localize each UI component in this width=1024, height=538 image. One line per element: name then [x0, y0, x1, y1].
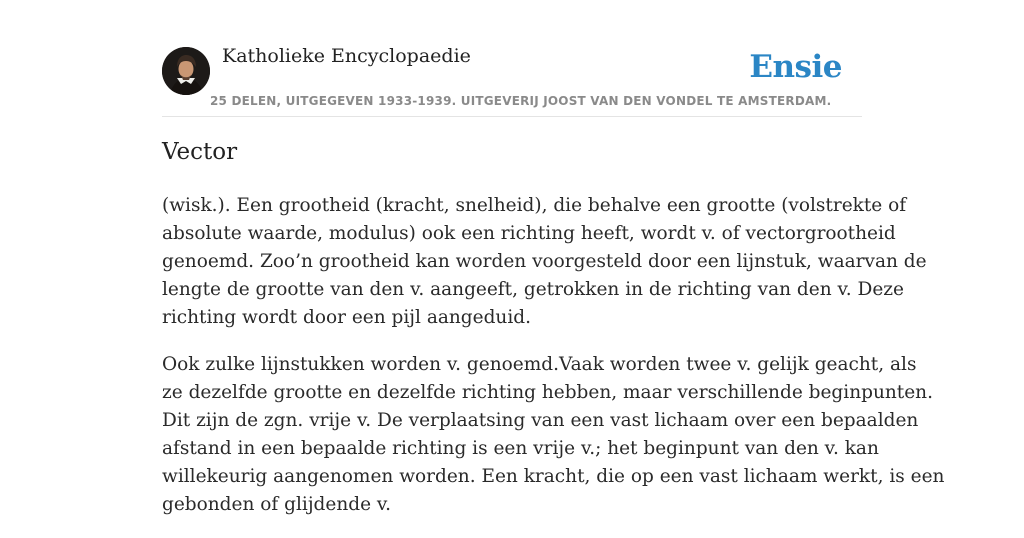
site-header — [162, 0, 862, 117]
article-paragraph — [162, 351, 945, 519]
article-paragraph — [162, 192, 927, 332]
article-body — [162, 192, 945, 538]
text-line: lengte de grootte van den v. aangeeft, getrokken in de richting van den v. Deze — [162, 279, 904, 300]
site-subtitle: 25 DELEN, UITGEGEVEN 1933-1939. UITGEVERIJ JOOST VAN DEN VONDEL TE AMSTERDAM. — [210, 94, 832, 108]
brand-logo-link[interactable]: Ensie — [749, 49, 842, 85]
site-title[interactable]: Katholieke Encyclopaedie — [222, 45, 471, 67]
article-title: Vector — [162, 139, 238, 165]
text-line: ze dezelfde grootte en dezelfde richting hebben, maar verschillende beginpunten. — [162, 382, 933, 403]
text-line: absolute waarde, modulus) ook een richting heeft, wordt v. of vectorgrootheid — [162, 223, 896, 244]
text-line: afstand in een bepaalde richting is een vrije v.; het beginpunt van den v. kan — [162, 438, 879, 459]
portrait-avatar-icon[interactable] — [162, 47, 210, 95]
text-line: genoemd. Zoo’n grootheid kan worden voorgesteld door een lijnstuk, waarvan de — [162, 251, 927, 272]
text-line: (wisk.). Een grootheid (kracht, snelheid), die behalve een grootte (volstrekte of — [162, 195, 907, 216]
text-line: Dit zijn de zgn. vrije v. De verplaatsing van een vast lichaam over een bepaalden — [162, 410, 919, 431]
text-line: willekeurig aangenomen worden. Een kracht, die op een vast lichaam werkt, is een — [162, 466, 945, 487]
text-line: gebonden of glijdende v. — [162, 494, 392, 515]
text-line: Ook zulke lijnstukken worden v. genoemd.Vaak worden twee v. gelijk geacht, als — [162, 354, 917, 375]
page — [162, 0, 945, 515]
text-line: richting wordt door een pijl aangeduid. — [162, 307, 531, 328]
